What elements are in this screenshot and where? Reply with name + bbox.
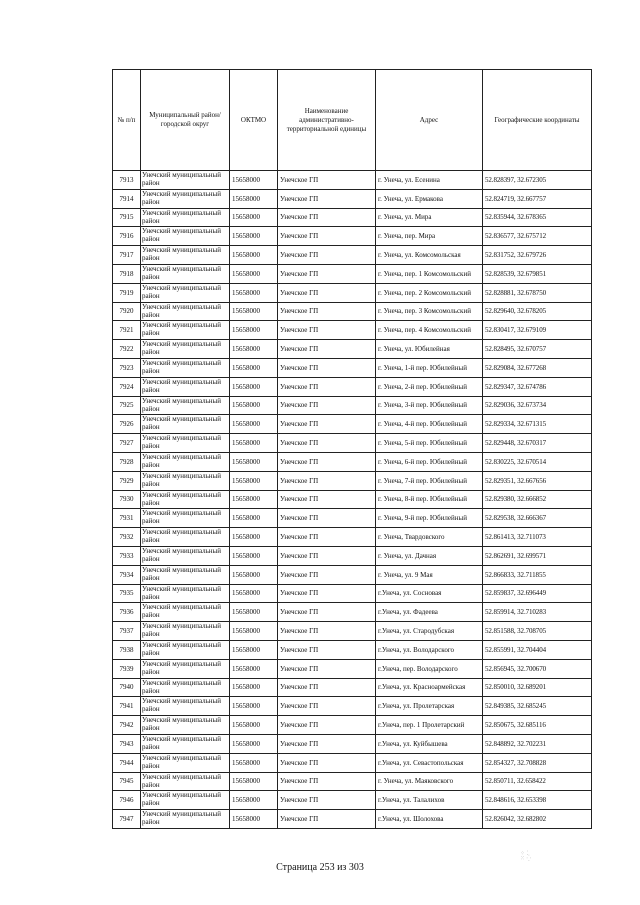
header-oktmo: ОКТМО: [230, 70, 278, 171]
oktmo-cell: 15658000: [230, 753, 278, 772]
table-row: [113, 340, 592, 359]
district-cell: Унечский муниципальный район: [141, 189, 230, 208]
page-total: 303: [348, 862, 364, 873]
district-cell: Унечский муниципальный район: [141, 452, 230, 471]
row-number: 7914: [113, 189, 141, 208]
unit-cell: Унечское ГП: [278, 753, 376, 772]
row-number: 7942: [113, 716, 141, 735]
oktmo-cell: 15658000: [230, 396, 278, 415]
district-cell: Унечский муниципальный район: [141, 753, 230, 772]
coords-cell: 52.856945, 32.700670: [483, 659, 592, 678]
oktmo-cell: 15658000: [230, 810, 278, 829]
unit-cell: Унечское ГП: [278, 734, 376, 753]
row-number: 7930: [113, 490, 141, 509]
address-cell: г. Унеча, 9-й пер. Юбилейный: [376, 509, 483, 528]
row-number: 7934: [113, 565, 141, 584]
oktmo-cell: 15658000: [230, 603, 278, 622]
address-cell: г.Унеча, пер. Володарского: [376, 659, 483, 678]
header-district: Муниципальный район/городской округ: [141, 70, 230, 171]
district-cell: Унечский муниципальный район: [141, 528, 230, 547]
unit-cell: Унечское ГП: [278, 528, 376, 547]
page-of: из: [337, 862, 347, 873]
address-cell: г.Унеча, ул. Стародубская: [376, 622, 483, 641]
address-cell: г. Унеча, 3-й пер. Юбилейный: [376, 396, 483, 415]
address-cell: г. Унеча, 6-й пер. Юбилейный: [376, 452, 483, 471]
oktmo-cell: 15658000: [230, 321, 278, 340]
district-cell: Унечский муниципальный район: [141, 565, 230, 584]
unit-cell: Унечское ГП: [278, 208, 376, 227]
coords-cell: 52.831752, 32.679726: [483, 246, 592, 265]
row-number: 7925: [113, 396, 141, 415]
oktmo-cell: 15658000: [230, 565, 278, 584]
coords-cell: 52.849385, 32.685245: [483, 697, 592, 716]
table-row: [113, 490, 592, 509]
address-cell: г. Унеча, ул. Есенина: [376, 171, 483, 190]
table-row: [113, 358, 592, 377]
district-cell: Унечский муниципальный район: [141, 678, 230, 697]
district-cell: Унечский муниципальный район: [141, 584, 230, 603]
table-row: [113, 452, 592, 471]
oktmo-cell: 15658000: [230, 434, 278, 453]
coords-cell: 52.829640, 32.678205: [483, 302, 592, 321]
table-row: [113, 678, 592, 697]
coords-cell: 52.830225, 32.670514: [483, 452, 592, 471]
row-number: 7941: [113, 697, 141, 716]
coords-cell: 52.850010, 32.689201: [483, 678, 592, 697]
header-coords: Географические координаты: [483, 70, 592, 171]
coords-cell: 52.850675, 32.685116: [483, 716, 592, 735]
district-cell: Унечский муниципальный район: [141, 377, 230, 396]
district-cell: Унечский муниципальный район: [141, 640, 230, 659]
district-cell: Унечский муниципальный район: [141, 358, 230, 377]
row-number: 7919: [113, 283, 141, 302]
row-number: 7926: [113, 415, 141, 434]
unit-cell: Унечское ГП: [278, 377, 376, 396]
district-cell: Унечский муниципальный район: [141, 734, 230, 753]
row-number: 7916: [113, 227, 141, 246]
coords-cell: 52.826042, 32.682802: [483, 810, 592, 829]
unit-cell: Унечское ГП: [278, 396, 376, 415]
table-row: [113, 377, 592, 396]
address-cell: г. Унеча, 1-й пер. Юбилейный: [376, 358, 483, 377]
district-cell: Унечский муниципальный район: [141, 396, 230, 415]
table-row: [113, 264, 592, 283]
address-cell: г. Унеча, пер. 2 Комсомольский: [376, 283, 483, 302]
table-row: [113, 546, 592, 565]
district-cell: Унечский муниципальный район: [141, 509, 230, 528]
oktmo-cell: 15658000: [230, 622, 278, 641]
district-cell: Унечский муниципальный район: [141, 697, 230, 716]
row-number: 7913: [113, 171, 141, 190]
address-cell: г. Унеча, 7-й пер. Юбилейный: [376, 471, 483, 490]
oktmo-cell: 15658000: [230, 659, 278, 678]
unit-cell: Унечское ГП: [278, 340, 376, 359]
coords-cell: 52.854327, 32.708828: [483, 753, 592, 772]
address-cell: г.Унеча, ул. Сосновая: [376, 584, 483, 603]
oktmo-cell: 15658000: [230, 791, 278, 810]
district-cell: Унечский муниципальный район: [141, 471, 230, 490]
unit-cell: Унечское ГП: [278, 622, 376, 641]
oktmo-cell: 15658000: [230, 697, 278, 716]
table-row: [113, 603, 592, 622]
unit-cell: Унечское ГП: [278, 697, 376, 716]
oktmo-cell: 15658000: [230, 772, 278, 791]
coords-cell: 52.859914, 32.710283: [483, 603, 592, 622]
district-cell: Унечский муниципальный район: [141, 415, 230, 434]
row-number: 7923: [113, 358, 141, 377]
coords-cell: 52.861413, 32.711073: [483, 528, 592, 547]
district-cell: Унечский муниципальный район: [141, 546, 230, 565]
row-number: 7922: [113, 340, 141, 359]
oktmo-cell: 15658000: [230, 471, 278, 490]
coords-cell: 52.848892, 32.702231: [483, 734, 592, 753]
coords-cell: 52.829334, 32.671315: [483, 415, 592, 434]
coords-cell: 52.829036, 32.673734: [483, 396, 592, 415]
row-number: 7945: [113, 772, 141, 791]
unit-cell: Унечское ГП: [278, 791, 376, 810]
address-cell: г. Унеча, пер. Мира: [376, 227, 483, 246]
scan-artifact: ⁘ ⁚ ⁙ ⁛: [520, 851, 532, 862]
coords-cell: 52.829380, 32.666852: [483, 490, 592, 509]
coords-cell: 52.829448, 32.670317: [483, 434, 592, 453]
coords-cell: 52.851588, 32.708705: [483, 622, 592, 641]
table-row: [113, 791, 592, 810]
row-number: 7920: [113, 302, 141, 321]
unit-cell: Унечское ГП: [278, 321, 376, 340]
table-row: [113, 640, 592, 659]
address-cell: г. Унеча, пер. 4 Комсомольский: [376, 321, 483, 340]
row-number: 7917: [113, 246, 141, 265]
district-cell: Унечский муниципальный район: [141, 264, 230, 283]
address-cell: г. Унеча, ул. Ермакова: [376, 189, 483, 208]
district-cell: Унечский муниципальный район: [141, 791, 230, 810]
address-cell: г.Унеча, ул. Шолохова: [376, 810, 483, 829]
table-row: [113, 509, 592, 528]
row-number: 7943: [113, 734, 141, 753]
oktmo-cell: 15658000: [230, 340, 278, 359]
coords-cell: 52.855991, 32.704404: [483, 640, 592, 659]
table-row: [113, 659, 592, 678]
coords-cell: 52.829084, 32.677268: [483, 358, 592, 377]
unit-cell: Унечское ГП: [278, 283, 376, 302]
row-number: 7927: [113, 434, 141, 453]
table-row: [113, 528, 592, 547]
oktmo-cell: 15658000: [230, 452, 278, 471]
table-header-row: [113, 70, 592, 171]
table-row: [113, 189, 592, 208]
row-number: 7921: [113, 321, 141, 340]
row-number: 7931: [113, 509, 141, 528]
district-cell: Унечский муниципальный район: [141, 208, 230, 227]
unit-cell: Унечское ГП: [278, 546, 376, 565]
row-number: 7940: [113, 678, 141, 697]
table-row: [113, 415, 592, 434]
coords-cell: 52.828539, 32.679851: [483, 264, 592, 283]
coords-cell: 52.824719, 32.667757: [483, 189, 592, 208]
table-row: [113, 227, 592, 246]
coords-cell: 52.859837, 32.696449: [483, 584, 592, 603]
row-number: 7944: [113, 753, 141, 772]
table-row: [113, 584, 592, 603]
oktmo-cell: 15658000: [230, 264, 278, 283]
unit-cell: Унечское ГП: [278, 264, 376, 283]
address-cell: г. Унеча, ул. Комсомольская: [376, 246, 483, 265]
row-number: 7932: [113, 528, 141, 547]
oktmo-cell: 15658000: [230, 716, 278, 735]
coords-cell: 52.829351, 32.667656: [483, 471, 592, 490]
address-cell: г. Унеча, ул. Мира: [376, 208, 483, 227]
oktmo-cell: 15658000: [230, 189, 278, 208]
address-cell: г. Унеча, Твардовского: [376, 528, 483, 547]
oktmo-cell: 15658000: [230, 377, 278, 396]
table-row: [113, 772, 592, 791]
oktmo-cell: 15658000: [230, 490, 278, 509]
oktmo-cell: 15658000: [230, 528, 278, 547]
coords-cell: 52.828495, 32.670757: [483, 340, 592, 359]
oktmo-cell: 15658000: [230, 509, 278, 528]
row-number: 7947: [113, 810, 141, 829]
coords-cell: 52.835944, 32.678365: [483, 208, 592, 227]
table-row: [113, 810, 592, 829]
unit-cell: Унечское ГП: [278, 415, 376, 434]
coords-cell: 52.862691, 32.699571: [483, 546, 592, 565]
oktmo-cell: 15658000: [230, 415, 278, 434]
table-row: [113, 246, 592, 265]
row-number: 7928: [113, 452, 141, 471]
header-num: № п/п: [113, 70, 141, 171]
unit-cell: Унечское ГП: [278, 640, 376, 659]
unit-cell: Унечское ГП: [278, 603, 376, 622]
oktmo-cell: 15658000: [230, 171, 278, 190]
address-cell: г. Унеча, ул. Юбилейная: [376, 340, 483, 359]
unit-cell: Унечское ГП: [278, 659, 376, 678]
oktmo-cell: 15658000: [230, 227, 278, 246]
row-number: 7933: [113, 546, 141, 565]
district-cell: Унечский муниципальный район: [141, 321, 230, 340]
table-body: [113, 171, 592, 829]
table-row: [113, 622, 592, 641]
coords-cell: 52.866833, 32.711855: [483, 565, 592, 584]
row-number: 7924: [113, 377, 141, 396]
unit-cell: Унечское ГП: [278, 772, 376, 791]
district-cell: Унечский муниципальный район: [141, 603, 230, 622]
page-label: Страница: [276, 862, 318, 873]
address-cell: г. Унеча, 8-й пер. Юбилейный: [376, 490, 483, 509]
unit-cell: Унечское ГП: [278, 189, 376, 208]
address-cell: г. Унеча, 4-й пер. Юбилейный: [376, 415, 483, 434]
page-number: 253: [319, 862, 335, 873]
header-address: Адрес: [376, 70, 483, 171]
address-cell: г.Унеча, ул. Талалихов: [376, 791, 483, 810]
address-cell: г.Унеча, ул. Фадеева: [376, 603, 483, 622]
oktmo-cell: 15658000: [230, 358, 278, 377]
oktmo-cell: 15658000: [230, 678, 278, 697]
address-cell: г. Унеча, 5-й пер. Юбилейный: [376, 434, 483, 453]
district-cell: Унечский муниципальный район: [141, 340, 230, 359]
row-number: 7938: [113, 640, 141, 659]
address-cell: г.Унеча, ул. Володарского: [376, 640, 483, 659]
coords-cell: 52.848616, 32.653398: [483, 791, 592, 810]
district-cell: Унечский муниципальный район: [141, 622, 230, 641]
unit-cell: Унечское ГП: [278, 227, 376, 246]
unit-cell: Унечское ГП: [278, 452, 376, 471]
district-cell: Унечский муниципальный район: [141, 810, 230, 829]
addresses-table: [112, 69, 592, 829]
table-row: [113, 302, 592, 321]
oktmo-cell: 15658000: [230, 546, 278, 565]
oktmo-cell: 15658000: [230, 283, 278, 302]
district-cell: Унечский муниципальный район: [141, 227, 230, 246]
table-row: [113, 171, 592, 190]
district-cell: Унечский муниципальный район: [141, 246, 230, 265]
address-cell: г.Унеча, ул. Куйбышева: [376, 734, 483, 753]
district-cell: Унечский муниципальный район: [141, 490, 230, 509]
oktmo-cell: 15658000: [230, 246, 278, 265]
table-row: [113, 396, 592, 415]
table-row: [113, 283, 592, 302]
coords-cell: 52.829347, 32.674786: [483, 377, 592, 396]
district-cell: Унечский муниципальный район: [141, 434, 230, 453]
table-row: [113, 716, 592, 735]
coords-cell: 52.828397, 32.672305: [483, 171, 592, 190]
unit-cell: Унечское ГП: [278, 434, 376, 453]
unit-cell: Унечское ГП: [278, 471, 376, 490]
unit-cell: Унечское ГП: [278, 678, 376, 697]
address-cell: г.Унеча, ул. Пролетарская: [376, 697, 483, 716]
row-number: 7918: [113, 264, 141, 283]
table-row: [113, 697, 592, 716]
coords-cell: 52.829538, 32.666367: [483, 509, 592, 528]
address-cell: г. Унеча, ул. Дачная: [376, 546, 483, 565]
oktmo-cell: 15658000: [230, 208, 278, 227]
district-cell: Унечский муниципальный район: [141, 302, 230, 321]
row-number: 7939: [113, 659, 141, 678]
unit-cell: Унечское ГП: [278, 565, 376, 584]
unit-cell: Унечское ГП: [278, 302, 376, 321]
header-unit: Наименование административно-территориальной единицы: [278, 70, 376, 171]
row-number: 7929: [113, 471, 141, 490]
coords-cell: 52.836577, 32.675712: [483, 227, 592, 246]
table-row: [113, 753, 592, 772]
address-cell: г. Унеча, ул. 9 Мая: [376, 565, 483, 584]
district-cell: Унечский муниципальный район: [141, 716, 230, 735]
unit-cell: Унечское ГП: [278, 358, 376, 377]
address-cell: г. Унеча, пер. 1 Комсомольский: [376, 264, 483, 283]
address-cell: г. Унеча, пер. 3 Комсомольский: [376, 302, 483, 321]
table-row: [113, 208, 592, 227]
coords-cell: 52.828881, 32.678750: [483, 283, 592, 302]
unit-cell: Унечское ГП: [278, 584, 376, 603]
address-cell: г. Унеча, ул. Маяковского: [376, 772, 483, 791]
table-row: [113, 734, 592, 753]
coords-cell: 52.830417, 32.679109: [483, 321, 592, 340]
oktmo-cell: 15658000: [230, 584, 278, 603]
unit-cell: Унечское ГП: [278, 490, 376, 509]
district-cell: Унечский муниципальный район: [141, 171, 230, 190]
page-footer: [0, 862, 640, 873]
address-cell: г.Унеча, ул. Севастопольская: [376, 753, 483, 772]
district-cell: Унечский муниципальный район: [141, 772, 230, 791]
row-number: 7946: [113, 791, 141, 810]
row-number: 7936: [113, 603, 141, 622]
row-number: 7937: [113, 622, 141, 641]
oktmo-cell: 15658000: [230, 640, 278, 659]
unit-cell: Унечское ГП: [278, 716, 376, 735]
table-row: [113, 565, 592, 584]
table-row: [113, 321, 592, 340]
address-cell: г. Унеча, 2-й пер. Юбилейный: [376, 377, 483, 396]
table-row: [113, 434, 592, 453]
address-cell: г.Унеча, ул. Красноармейская: [376, 678, 483, 697]
oktmo-cell: 15658000: [230, 302, 278, 321]
district-cell: Унечский муниципальный район: [141, 659, 230, 678]
row-number: 7915: [113, 208, 141, 227]
unit-cell: Унечское ГП: [278, 810, 376, 829]
coords-cell: 52.850711, 32.658422: [483, 772, 592, 791]
address-cell: г.Унеча, пер. 1 Пролетарский: [376, 716, 483, 735]
district-cell: Унечский муниципальный район: [141, 283, 230, 302]
unit-cell: Унечское ГП: [278, 171, 376, 190]
unit-cell: Унечское ГП: [278, 246, 376, 265]
table-row: [113, 471, 592, 490]
oktmo-cell: 15658000: [230, 734, 278, 753]
unit-cell: Унечское ГП: [278, 509, 376, 528]
row-number: 7935: [113, 584, 141, 603]
